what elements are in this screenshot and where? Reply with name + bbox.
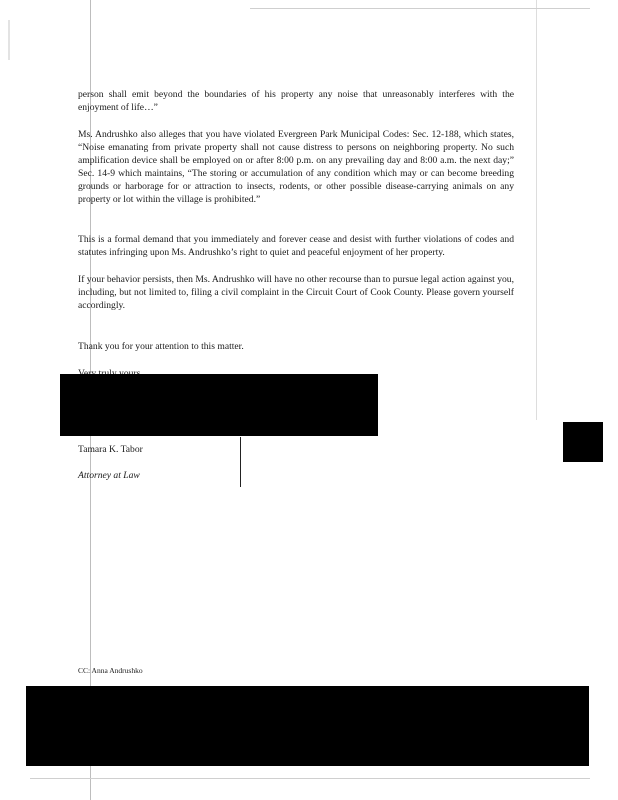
paragraph-3: This is a formal demand that you immediately and forever cease and desist with further violations of codes and statutes infringing upon Ms. Andrushko’s right to quiet and peaceful enjoyment of her property. <box>78 234 514 258</box>
signer-title: Attorney at Law <box>78 470 140 481</box>
scan-mark <box>8 20 10 60</box>
paragraph-5: Thank you for your attention to this matter. <box>78 341 244 352</box>
footer-redaction <box>26 686 589 766</box>
signer-name: Tamara K. Tabor <box>78 444 143 455</box>
cc-line: CC: Anna Andrushko <box>78 666 143 675</box>
scan-bottom-line <box>30 778 590 779</box>
signature-stroke <box>240 437 241 487</box>
scan-top-line <box>250 8 590 9</box>
paragraph-2: Ms. Andrushko also alleges that you have violated Evergreen Park Municipal Codes: Sec. 12-188, which states, “Noise emanating from private property shall not cause distress to persons on neighboring property. No such amplification device shall be employed on or after 8:00 p.m. on any prevailing day and 8:00 a.m. the next day;” Sec. 14-9 which maintains, “The storing or accumulation of any condition which may or can become breeding grounds or harborage for or attraction to insects, rodents, or other possible disease-carrying animals on any property or lot within the village is prohibited.” <box>78 129 514 205</box>
signature-redaction <box>60 374 378 436</box>
paragraph-4: If your behavior persists, then Ms. Andrushko will have no other recourse than to pursue legal action against you, including, but not limited to, filing a civil complaint in the Circuit Court of Cook County. Please govern yourself accordingly. <box>78 274 514 311</box>
side-redaction <box>563 422 603 462</box>
scan-edge-line <box>536 0 537 420</box>
paragraph-1: person shall emit beyond the boundaries of his property any noise that unreasonably interferes with the enjoyment of life…” <box>78 89 514 113</box>
